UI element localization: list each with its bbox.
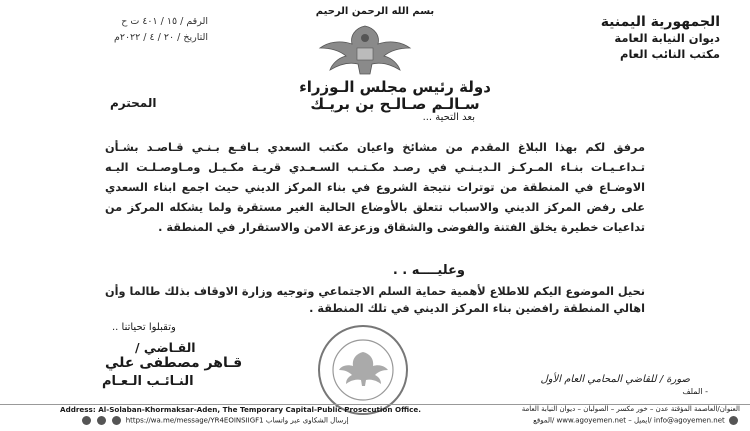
country-name: الجمهورية اليمنية <box>600 14 720 30</box>
footer-email-web[interactable]: info@agoyemen.net /ايميل – www.agoyemen.net /الموقع <box>533 416 725 425</box>
footer-address-ar: العنوان/العاصمة المؤقتة عدن – خور مكسر – الصولبان – ديوان النيابة العامة <box>521 405 740 413</box>
phone-icon <box>729 416 738 425</box>
recipient-name: سـالـم صـالـح بن بريـك <box>310 95 480 113</box>
greeting: بعد التحية ... <box>422 112 475 123</box>
honorific: المحترم <box>110 96 157 110</box>
letter-date: التاريخ / ٢٠ / ٤ / ٢٠٢٢م <box>113 32 208 43</box>
signatory-position: النـائـب الـعـام <box>102 374 194 389</box>
footer-contact-ar <box>533 416 740 425</box>
body-paragraph-2: نحيل الموضوع اليكم للاطلاع لأهمية حماية السلم الاجتماعي وتوجيه وزارة الاوقاف بذلك طالما وأن اهالي المنطقة رافضين بناء المركز الديني في تلك المنطقة . <box>105 285 645 315</box>
reference-number: الرقم / ١٥ / ٤٠١ ت ح <box>121 16 208 27</box>
footer-contact-en <box>80 416 349 425</box>
department-name: مكتب النائب العام <box>620 47 720 61</box>
recipient-title: دولة رئيس مجلس الـوزراء <box>299 78 491 96</box>
body-paragraph-1: مرفق لكم بهذا البلاغ المقدم من مشائخ واعيان مكتب السعدي بـافـع بـنـي قـاصـد بشـأن تـداعـيـات بنـاء المـركـز الـديـنـي في رصـد مكـتـب السـعـدي قريـة مكـيـل ومـاوصـلـت اليـه الاوضـاع في المنطقة من توترات نتيجة الشروع في بناء المركز الديني حيث اجمع ابناء السعدي على رفض المركز الديني والاسباب تتعلق بالأوضاع الحالية الغير مستقرة ولما يشكله المركز من تداعيات خطيرة يخلق الفتنة والفوضى والشقاق وزعزعة الامن والاستقرار في المنطقة . <box>105 141 645 234</box>
basmala: بسم الله الرحمن الرحيم <box>315 6 435 17</box>
facebook-icon <box>82 416 91 425</box>
yemen-emblem-icon <box>310 18 420 78</box>
copy-to-line: صورة / للقاضي المحامي العام الأول <box>540 374 690 385</box>
whatsapp-icon <box>112 416 121 425</box>
reference-block <box>58 14 208 46</box>
office-name: ديوان النيابة العامة <box>614 31 720 45</box>
signatory-title: القـاضي / <box>135 340 196 355</box>
footer-address-en: Address: Al-Solaban-Khormaksar-Aden, The Temporary Capital-Public Prosecution Office. <box>60 405 421 414</box>
header-ministry-block <box>520 14 720 62</box>
closing-phrase: وتقبلوا تحياتنا .. <box>112 322 176 333</box>
therefore-heading: وعليــــه . . <box>392 263 465 278</box>
copy-file-note: - الملف <box>682 387 708 396</box>
footer-whatsapp-link[interactable]: https://wa.me/message/YR4EOINSIIGF1 إرسال الشكاوى عبر واتساب <box>125 416 349 425</box>
signatory-name: قـاهر مصطفى علي <box>105 355 243 371</box>
twitter-icon <box>97 416 106 425</box>
